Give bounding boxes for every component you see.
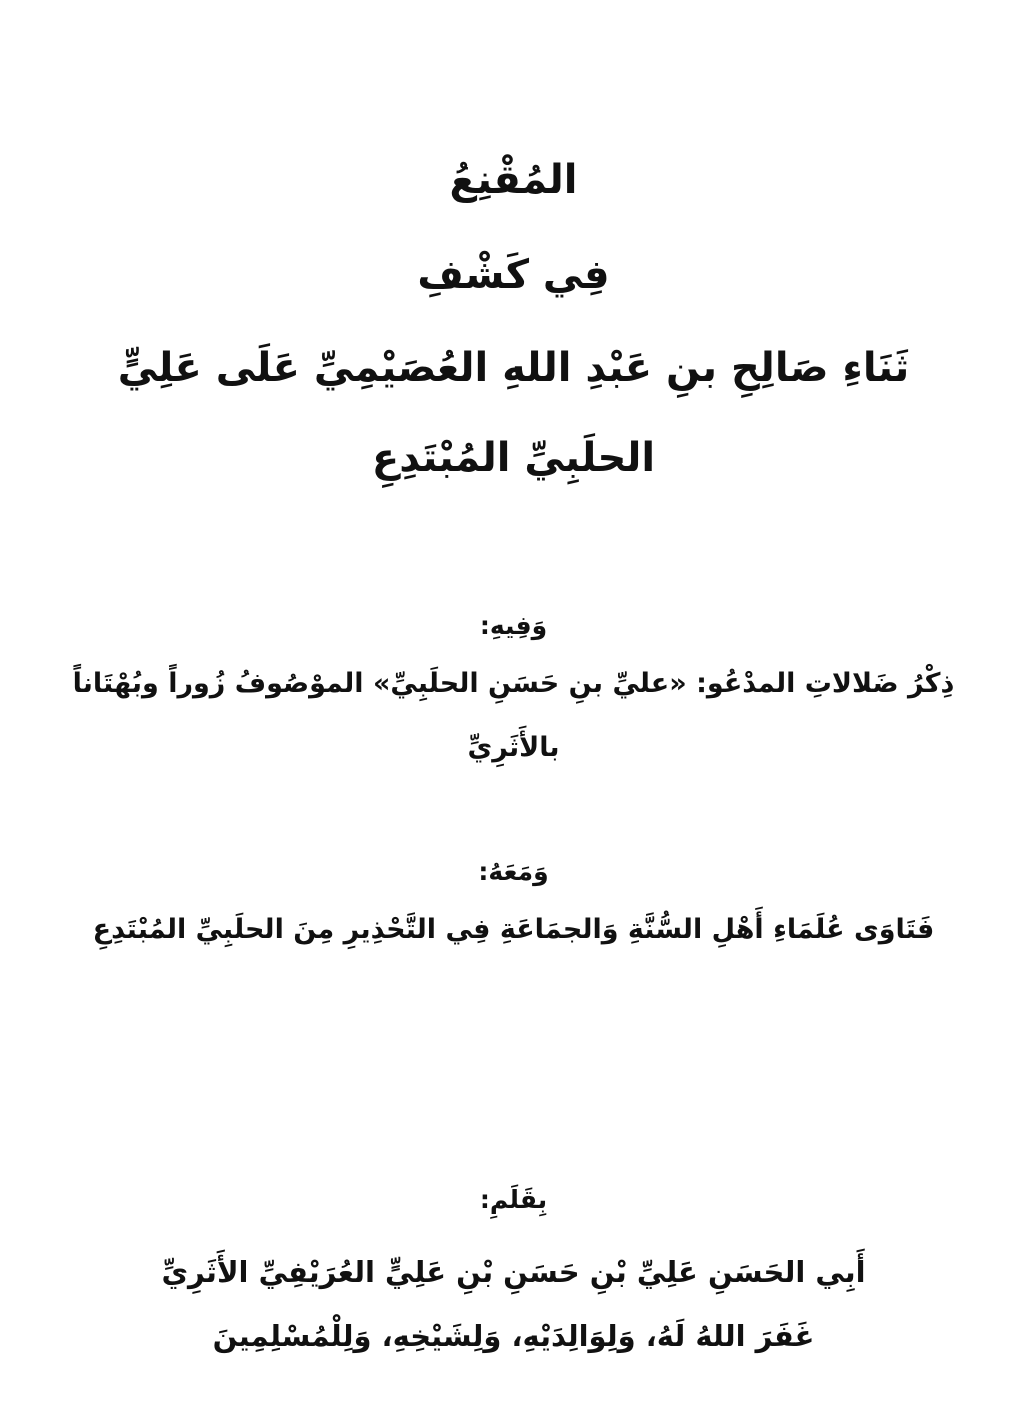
author-label: بِقَلَمِ:	[479, 1185, 548, 1214]
book-title-line-3: ثَنَاءِ صَالِحِ بنِ عَبْدِ اللهِ العُصَيْمِيِّ عَلَى عَلِيٍّ	[117, 345, 910, 391]
appendix-label: وَمَعَهُ:	[478, 857, 549, 886]
contents-label: وَفِيهِ:	[479, 611, 548, 640]
author-dua: غَفَرَ اللهُ لَهُ، وَلِوَالِدَيْهِ، وَلِشَيْخِهِ، وَلِلْمُسْلِمِينَ	[212, 1319, 815, 1353]
book-title-line-4: الحلَبِيِّ المُبْتَدِعِ	[371, 435, 656, 481]
contents-text-line-2: بالأَثَرِيِّ	[467, 732, 560, 763]
contents-text-line-1: ذِكْرُ ضَلالاتِ المدْعُو: «عليِّ بنِ حَسَنِ الحلَبِيِّ» الموْصُوفُ زُوراً وبُهْتَاناً	[72, 668, 955, 699]
appendix-text: فَتَاوَى عُلَمَاءِ أَهْلِ السُّنَّةِ وَالجمَاعَةِ فِي التَّحْذِيرِ مِنَ الحلَبِيِّ المُبْتَدِعِ	[92, 914, 935, 945]
book-title-line-1: المُقْنِعُ	[449, 157, 578, 203]
book-title-line-2: فِي كَشْفِ	[417, 252, 610, 298]
author-name: أَبِي الحَسَنِ عَلِيِّ بْنِ حَسَنِ بْنِ عَلِيٍّ العُرَيْفِيِّ الأَثَرِيِّ	[161, 1255, 866, 1289]
